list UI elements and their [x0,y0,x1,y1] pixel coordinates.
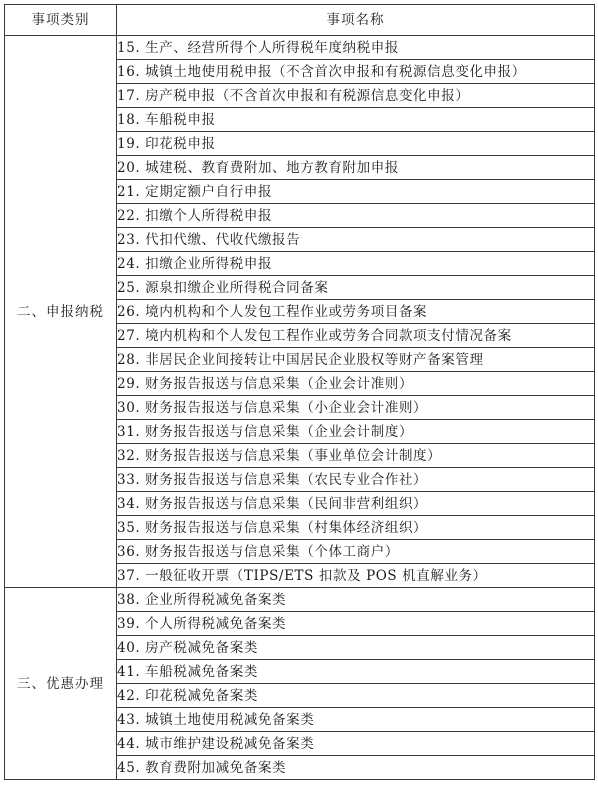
tax-matters-table [4,4,595,780]
category-column-header: 事项类别 [5,5,117,36]
name-column-header: 事项名称 [117,5,595,36]
matter-name-cell: 35. 财务报告报送与信息采集（村集体经济组织） [117,516,595,540]
matter-name-cell: 33. 财务报告报送与信息采集（农民专业合作社） [117,468,595,492]
matter-name-cell: 27. 境内机构和个人发包工程作业或劳务合同款项支付情况备案 [117,324,595,348]
matter-name-cell: 42. 印花税减免备案类 [117,684,595,708]
matter-name-cell: 21. 定期定额户自行申报 [117,180,595,204]
matter-name-cell: 18. 车船税申报 [117,108,595,132]
table-row [5,36,595,60]
table-row [5,588,595,612]
matter-name-cell: 39. 个人所得税减免备案类 [117,612,595,636]
matter-name-cell: 29. 财务报告报送与信息采集（企业会计准则） [117,372,595,396]
matter-name-cell: 15. 生产、经营所得个人所得税年度纳税申报 [117,36,595,60]
matter-name-cell: 37. 一般征收开票（TIPS/ETS 扣款及 POS 机直解业务） [117,564,595,588]
matter-name-cell: 31. 财务报告报送与信息采集（企业会计制度） [117,420,595,444]
matter-name-cell: 16. 城镇土地使用税申报（不含首次申报和有税源信息变化申报） [117,60,595,84]
category-cell: 二、申报纳税 [5,36,117,588]
matter-name-cell: 32. 财务报告报送与信息采集（事业单位会计制度） [117,444,595,468]
matter-name-cell: 20. 城建税、教育费附加、地方教育附加申报 [117,156,595,180]
category-cell: 三、优惠办理 [5,588,117,780]
matter-name-cell: 22. 扣缴个人所得税申报 [117,204,595,228]
matter-name-cell: 40. 房产税减免备案类 [117,636,595,660]
matter-name-cell: 23. 代扣代缴、代收代缴报告 [117,228,595,252]
matter-name-cell: 44. 城市维护建设税减免备案类 [117,732,595,756]
matter-name-cell: 26. 境内机构和个人发包工程作业或劳务项目备案 [117,300,595,324]
matter-name-cell: 41. 车船税减免备案类 [117,660,595,684]
table-body [5,36,595,780]
matter-name-cell: 43. 城镇土地使用税减免备案类 [117,708,595,732]
matter-name-cell: 24. 扣缴企业所得税申报 [117,252,595,276]
matter-name-cell: 30. 财务报告报送与信息采集（小企业会计准则） [117,396,595,420]
matter-name-cell: 34. 财务报告报送与信息采集（民间非营利组织） [117,492,595,516]
matter-name-cell: 36. 财务报告报送与信息采集（个体工商户） [117,540,595,564]
matter-name-cell: 45. 教育费附加减免备案类 [117,756,595,780]
matter-name-cell: 38. 企业所得税减免备案类 [117,588,595,612]
table-header [5,5,595,36]
matter-name-cell: 19. 印花税申报 [117,132,595,156]
matter-name-cell: 17. 房产税申报（不含首次申报和有税源信息变化申报） [117,84,595,108]
matter-name-cell: 25. 源泉扣缴企业所得税合同备案 [117,276,595,300]
matter-name-cell: 28. 非居民企业间接转让中国居民企业股权等财产备案管理 [117,348,595,372]
header-row [5,5,595,36]
